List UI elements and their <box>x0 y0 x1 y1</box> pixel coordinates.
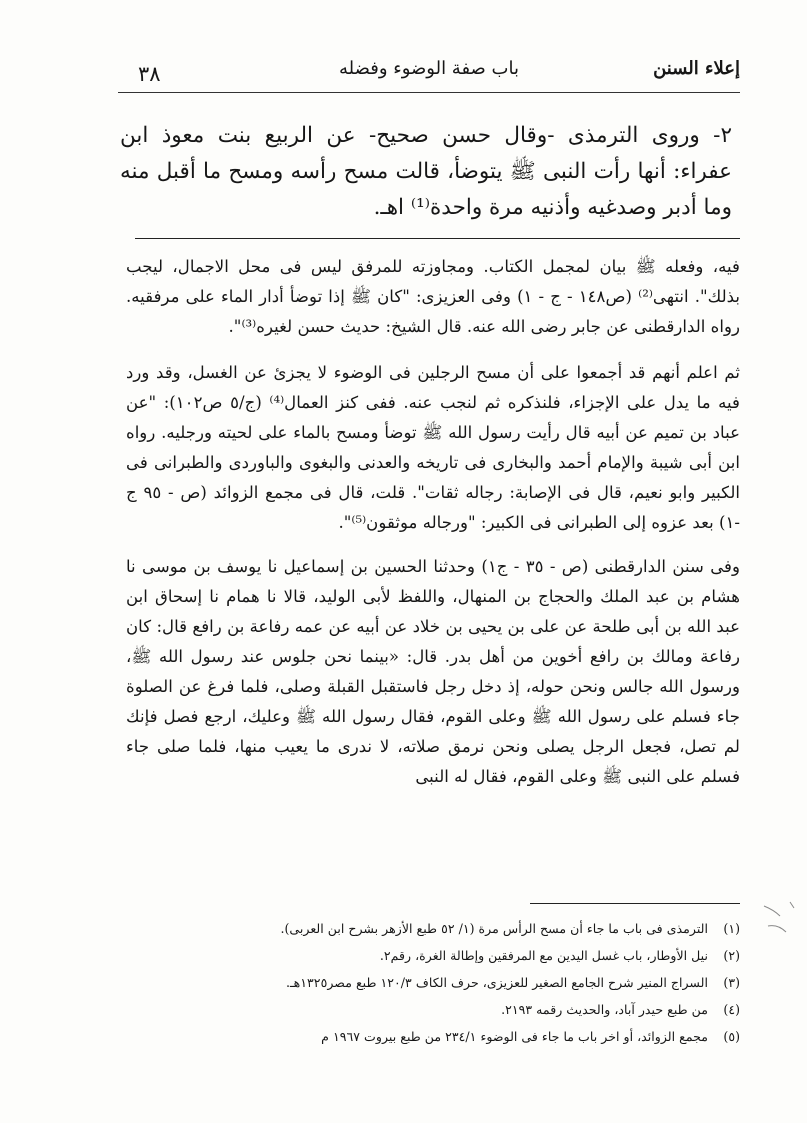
footnote-item <box>200 969 740 996</box>
footnote-text: نيل الأوطار، باب غسل اليدين مع المرفقين وإطالة الغرة، رقم٢. <box>379 948 708 963</box>
commentary-paragraph: وفى سنن الدارقطنى (ص - ٣٥ - ج١) وحدثنا الحسين بن إسماعيل نا يوسف بن موسى نا هشام بن عبد الملك والحجاج بن المنهال، واللفظ لأبى الوليد، قالا نا همام نا إسحاق ابن عبد الله بن أبى طلحة عن على بن يحيى بن خلاد عن أبيه عن عمه رفاعة بن رافع قال: كان رفاعة ومالك بن رافع أخوين من أهل بدر. قال: «بينما نحن جلوس عند رسول الله ﷺ، ورسول الله جالس ونحن حوله، إذ دخل رجل فاستقبل القبلة وصلى، فلما فرغ عن الصلوة جاء فسلم على رسول الله ﷺ وعلى القوم، فقال رسول الله ﷺ وعليك، ارجع فصل فإنك لم تصل، فجعل الرجل يصلى ونحن نرمق صلاته، لا ندرى ما يعيب منها، فلما صلى جاء فسلم على النبى ﷺ وعلى القوم، فقال له النبى <box>126 557 741 786</box>
footnote-item <box>200 942 740 969</box>
footnote-item <box>200 1023 740 1050</box>
commentary-paragraph: ثم اعلم أنهم قد أجمعوا على أن مسح الرجلين فى الوضوء لا يجزئ عن الغسل، وقد ورد فيه ما يدل على الإجزاء، فلنذكره ثم لنجب عنه. ففى كنز العمال⁽⁴⁾ (ج/٥ ص١٠٢): "عن عباد بن تميم عن أبيه قال رأيت رسول الله ﷺ توضأ ومسح بالماء على لحيته ورجليه. رواه ابن أبى شيبة والإمام أحمد والبخارى فى تاريخه والعدنى والبغوى والباوردى والطبرانى فى الكبير وابو نعيم، قال فى الإصابة: رجاله ثقات". قلت، قال فى مجمع الزوائد (ص - ٩٥ ج -١) بعد عزوه إلى الطبرانى فى الكبير: "ورجاله موثقون⁽⁵⁾". <box>126 363 740 532</box>
scan-margin-marks <box>760 896 800 946</box>
footnote-item <box>200 915 740 942</box>
footnote-text: الترمذى فى باب ما جاء أن مسح الرأس مرة (١/ ٥٢ طبع الأزهر بشرح ابن العربى). <box>280 921 708 936</box>
header-rule <box>118 92 740 93</box>
footnote-number: (٤) <box>723 1002 740 1017</box>
footnote-rule <box>530 903 740 904</box>
footnote-number: (٥) <box>723 1029 740 1044</box>
hadith-block <box>120 118 732 226</box>
chapter-title: باب صفة الوضوء وفضله <box>339 58 519 79</box>
footnote-text: مجمع الزوائد، أو اخر باب ما جاء فى الوضوء ٢٣٤/١ من طبع بيروت ١٩٦٧ م <box>321 1029 708 1044</box>
footnote-item <box>200 996 740 1023</box>
hadith-text: ٢- وروى الترمذى -وقال حسن صحيح- عن الربيع بنت معوذ ابن عفراء: أنها رأت النبى ﷺ يتوضأ، قالت مسح رأسه ومسح ما أقبل منه وما أدبر وصدغيه وأذنيه مرة واحدة⁽¹⁾ اهـ. <box>120 123 732 220</box>
page-number: ٣٨ <box>138 62 161 86</box>
commentary-paragraph: فيه، وفعله ﷺ بيان لمجمل الكتاب. ومجاوزته للمرفق ليس فى محل الاجمال، ليجب بذلك". انتهى⁽²⁾ (ص١٤٨ - ج - ١) وفى العزيزى: "كان ﷺ إذا توضأ أدار الماء على مرفقيه. رواه الدارقطنى عن جابر رضى الله عنه. قال الشيخ: حديث حسن لغيره⁽³⁾". <box>126 257 740 336</box>
footnotes <box>200 915 740 1050</box>
footnote-number: (٢) <box>723 948 740 963</box>
commentary-block <box>126 252 740 806</box>
hadith-divider <box>135 238 740 239</box>
footnote-text: من طبع حيدر آباد، والحديث رقمه ٢١٩٣. <box>501 1002 708 1017</box>
running-header <box>118 52 740 92</box>
book-title: إعلاء السنن <box>653 58 740 79</box>
footnote-number: (١) <box>723 921 740 936</box>
footnote-text: السراج المنير شرح الجامع الصغير للعزيزى، حرف الكاف ١٢٠/٣ طبع مصر١٣٢٥هـ. <box>285 975 708 990</box>
footnote-number: (٣) <box>723 975 740 990</box>
